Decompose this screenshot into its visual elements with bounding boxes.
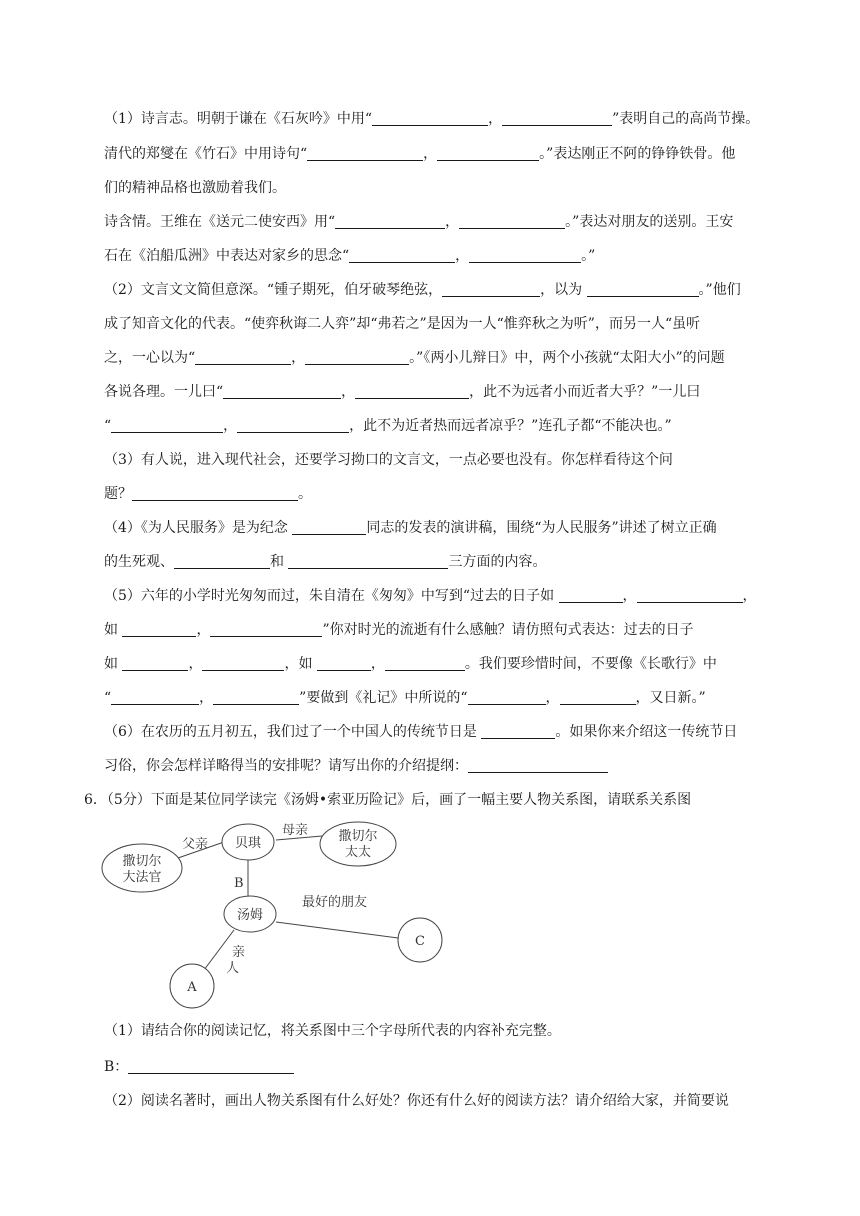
node-tom-label: 汤姆 <box>236 908 264 923</box>
q5-2-line1: （2）文言文文简但意深。“锺子期死，伯牙破琴绝弦， ，以为 。”他们 <box>104 282 741 298</box>
answer-blank[interactable] <box>442 280 540 297</box>
q5-1-line3: 们的精神品格也激励着我们。 <box>104 180 286 196</box>
answer-blank[interactable] <box>202 654 284 671</box>
q5-1-line5: 石在《泊船瓜洲》中表达对家乡的思念“ ， 。” <box>104 248 596 264</box>
q6-1: （1）请结合你的阅读记忆，将关系图中三个字母所代表的内容补充完整。 <box>104 1023 561 1039</box>
answer-blank[interactable] <box>502 109 612 126</box>
answer-blank[interactable] <box>468 756 608 773</box>
node-mrs-thatcher-label: 太太 <box>344 845 372 860</box>
answer-blank[interactable] <box>317 654 371 671</box>
answer-blank[interactable] <box>468 688 546 705</box>
q5-2-line2: 成了知音文化的代表。“使弈秋诲二人弈”却“弗若之”是因为一人“惟弈秋之为听”，而另一人“虽听 <box>104 316 701 332</box>
answer-blank[interactable] <box>355 382 469 399</box>
edge-father-label: 父亲 <box>182 837 209 852</box>
q5-5-line1: （5）六年的小学时光匆匆而过，朱自清在《匆匆》中写到“过去的日子如 ， ， <box>104 588 757 604</box>
q5-2-line4: 各说各理。一儿曰“ ， ，此不为远者小而近者大乎？”一儿曰 <box>104 384 701 400</box>
answer-blank[interactable] <box>560 688 636 705</box>
answer-blank[interactable] <box>469 246 581 263</box>
answer-blank[interactable] <box>288 552 448 569</box>
q5-4-line1: （4）《为人民服务》是为纪念 同志的发表的演讲稿，围绕“为人民服务”讲述了树立正确 <box>104 520 717 536</box>
answer-blank[interactable] <box>335 212 445 229</box>
q6-heading: 6．（5分）下面是某位同学读完《汤姆•索亚历险记》后，画了一幅主要人物关系图，请联系关系图 <box>84 792 692 808</box>
answer-blank[interactable] <box>349 246 455 263</box>
edge-mother-label: 母亲 <box>282 823 309 838</box>
node-c-label: C <box>415 934 425 949</box>
answer-blank[interactable] <box>122 654 188 671</box>
node-judge-thatcher-label: 撒切尔 <box>122 854 162 869</box>
answer-blank[interactable] <box>122 620 196 637</box>
q5-6-line1: （6）在农历的五月初五，我们过了一个中国人的传统节日是 。如果你来介绍这一传统节日 <box>104 724 738 740</box>
answer-blank[interactable] <box>174 552 270 569</box>
node-judge-thatcher-label: 大法官 <box>122 870 162 885</box>
answer-blank[interactable] <box>637 586 743 603</box>
answer-blank[interactable] <box>305 348 409 365</box>
answer-blank[interactable] <box>385 654 465 671</box>
answer-blank[interactable] <box>111 688 199 705</box>
q6-2: （2）阅读名著时，画出人物关系图有什么好处？你还有什么好的阅读方法？请介绍给大家，并简要说 <box>104 1093 729 1109</box>
q5-6-line2: 习俗，你会怎样详略得当的安排呢？请写出你的介绍提纲： <box>104 755 608 777</box>
edge-best-friend-label: 最好的朋友 <box>302 895 368 910</box>
answer-blank[interactable] <box>292 518 366 535</box>
q5-5-line4: “ ， ”要做到《礼记》中所说的“ ， ，又日新。” <box>104 690 706 706</box>
answer-blank[interactable] <box>132 484 298 501</box>
answer-blank[interactable] <box>559 586 623 603</box>
answer-blank[interactable] <box>372 109 488 126</box>
edge-relative-label: 人 <box>226 961 240 976</box>
answer-blank[interactable] <box>481 722 555 739</box>
q6-b-answer: B： <box>104 1056 294 1078</box>
answer-blank[interactable] <box>128 1057 294 1074</box>
answer-blank[interactable] <box>111 416 223 433</box>
node-mrs-thatcher-label: 撒切尔 <box>338 829 378 844</box>
q5-1-line4: 诗含情。王维在《送元二使安西》用“ ， 。”表达对朋友的送别。王安 <box>104 214 734 230</box>
node-a-label: A <box>187 980 197 995</box>
answer-blank[interactable] <box>223 382 341 399</box>
edge-best-friend <box>276 922 398 938</box>
q5-2-line3: 之，一心以为“ ， 。”《两小儿辩日》中，两个小孩就“太阳大小”的问题 <box>104 350 725 366</box>
q5-1-line2: 清代的郑燮在《竹石》中用诗句“ ， 。”表达刚正不阿的铮铮铁骨。他 <box>104 146 736 162</box>
q5-3-line2: 题？ 。 <box>104 486 312 502</box>
answer-blank[interactable] <box>437 144 539 161</box>
answer-blank[interactable] <box>587 280 699 297</box>
answer-blank[interactable] <box>195 348 291 365</box>
q5-4-line2: 的生死观、 和 三方面的内容。 <box>104 554 547 570</box>
q5-5-line3: 如 ， ，如 ， 。我们要珍惜时间，不要像《长歌行》中 <box>104 656 717 672</box>
answer-blank[interactable] <box>210 620 322 637</box>
q5-2-line5: “ ， ，此不为近者热而远者凉乎？”连孔子都“不能决也。” <box>104 418 672 434</box>
q5-1-line1: （1）诗言志。明朝于谦在《石灰吟》中用“ ， ”表明自己的高尚节操。 <box>104 111 760 127</box>
edge-relative-label: 亲 <box>232 945 246 960</box>
q5-5-line2: 如 ， ”你对时光的流逝有什么感触？请仿照句式表达：过去的日子 <box>104 622 694 638</box>
edge-b-label: B <box>234 876 244 891</box>
q5-3-line1: （3）有人说，进入现代社会，还要学习拗口的文言文，一点必要也没有。你怎样看待这个问 <box>104 452 673 468</box>
node-beiqi-label: 贝琪 <box>234 836 262 851</box>
answer-blank[interactable] <box>213 688 299 705</box>
answer-blank[interactable] <box>237 416 349 433</box>
answer-blank[interactable] <box>459 212 565 229</box>
character-relationship-diagram <box>96 814 456 1010</box>
answer-blank[interactable] <box>307 144 423 161</box>
